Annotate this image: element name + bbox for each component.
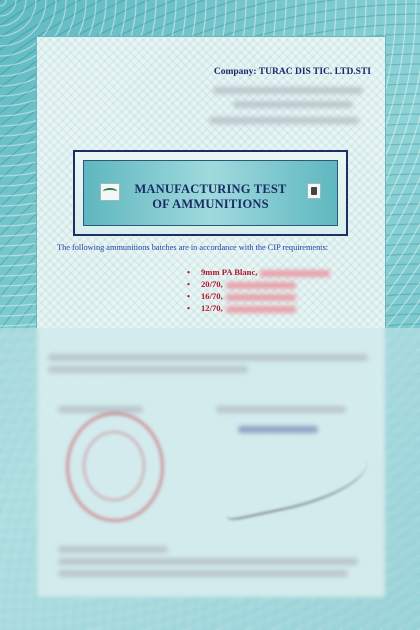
title-banner bbox=[83, 160, 338, 226]
blurred-label-left bbox=[58, 406, 143, 413]
batch-label: 20/70, bbox=[201, 279, 223, 289]
batch-item bbox=[187, 278, 330, 290]
blurred-label-right bbox=[216, 406, 346, 413]
title-frame bbox=[73, 150, 348, 236]
blurred-footer-line bbox=[58, 570, 348, 577]
redacted-batch-number bbox=[260, 270, 330, 277]
redacted-batch-number bbox=[226, 294, 296, 301]
blurred-footer-line bbox=[58, 546, 168, 553]
redacted-address-line bbox=[233, 101, 353, 108]
title-line-1: MANUFACTURING TEST bbox=[134, 182, 287, 196]
intro-text: The following ammunitions batches are in accordance with the CIP requirements: bbox=[57, 243, 329, 252]
blurred-footer-line bbox=[58, 558, 358, 565]
blurred-text-line bbox=[48, 366, 248, 373]
blurred-signatory-name bbox=[238, 426, 318, 433]
batch-item bbox=[187, 302, 330, 314]
batch-label: 12/70, bbox=[201, 303, 223, 313]
batch-item bbox=[187, 290, 330, 302]
company-label: Company: TURAC DIS TIC. LTD.STI bbox=[213, 67, 371, 77]
proof-house-stamp bbox=[66, 412, 164, 522]
blurred-text-line bbox=[48, 354, 368, 361]
title-line-2: OF AMMUNITIONS bbox=[152, 197, 269, 211]
redacted-batch-number bbox=[226, 282, 296, 289]
batch-label: 16/70, bbox=[201, 291, 223, 301]
document-title bbox=[84, 182, 337, 212]
redacted-date-line bbox=[209, 117, 359, 124]
batch-item bbox=[187, 266, 330, 278]
redacted-address-line bbox=[213, 87, 363, 94]
batch-label: 9mm PA Blanc, bbox=[201, 267, 258, 277]
batch-list bbox=[187, 266, 330, 314]
redacted-batch-number bbox=[226, 306, 296, 313]
